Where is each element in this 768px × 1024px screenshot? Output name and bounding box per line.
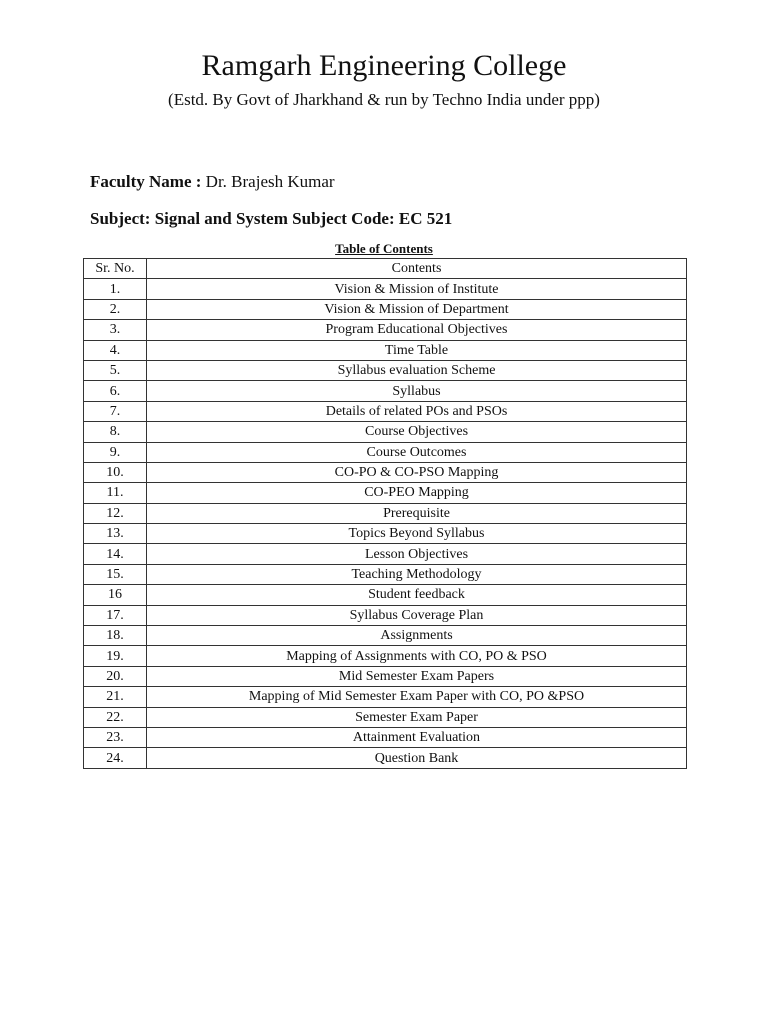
cell-contents: Mid Semester Exam Papers [147, 666, 687, 686]
table-row [84, 401, 687, 421]
table-row [84, 564, 687, 584]
table-row [84, 605, 687, 625]
cell-sr-no: 16 [84, 585, 147, 605]
cell-contents: Course Outcomes [147, 442, 687, 462]
cell-contents: Semester Exam Paper [147, 707, 687, 727]
cell-contents: Teaching Methodology [147, 564, 687, 584]
cell-sr-no: 5. [84, 360, 147, 380]
cell-contents: Topics Beyond Syllabus [147, 524, 687, 544]
toc-table [83, 258, 687, 769]
cell-contents: CO-PO & CO-PSO Mapping [147, 462, 687, 482]
table-row [84, 646, 687, 666]
table-row [84, 687, 687, 707]
cell-sr-no: 19. [84, 646, 147, 666]
college-title: Ramgarh Engineering College [201, 49, 567, 82]
table-row [84, 503, 687, 523]
cell-contents: Details of related POs and PSOs [147, 401, 687, 421]
table-row [84, 626, 687, 646]
cell-contents: Time Table [147, 340, 687, 360]
cell-sr-no: 18. [84, 626, 147, 646]
table-row [84, 442, 687, 462]
table-row [84, 422, 687, 442]
cell-contents: Student feedback [147, 585, 687, 605]
table-row [84, 340, 687, 360]
cell-sr-no: 20. [84, 666, 147, 686]
table-row [84, 727, 687, 747]
cell-sr-no: 4. [84, 340, 147, 360]
cell-contents: Prerequisite [147, 503, 687, 523]
table-row [84, 320, 687, 340]
toc-caption: Table of Contents [335, 241, 433, 256]
cell-contents: Assignments [147, 626, 687, 646]
faculty-line [90, 170, 335, 194]
faculty-name: Dr. Brajesh Kumar [201, 172, 335, 191]
table-row [84, 707, 687, 727]
cell-sr-no: 8. [84, 422, 147, 442]
table-row [84, 666, 687, 686]
cell-sr-no: 1. [84, 279, 147, 299]
header-sr-no: Sr. No. [84, 259, 147, 279]
cell-sr-no: 11. [84, 483, 147, 503]
faculty-label: Faculty Name : [90, 172, 202, 191]
table-row [84, 524, 687, 544]
table-row [84, 279, 687, 299]
college-subtitle: (Estd. By Govt of Jharkhand & run by Techno India under ppp) [168, 90, 600, 109]
table-header-row [84, 259, 687, 279]
cell-contents: Course Objectives [147, 422, 687, 442]
cell-contents: Vision & Mission of Department [147, 299, 687, 319]
cell-contents: Program Educational Objectives [147, 320, 687, 340]
cell-sr-no: 24. [84, 748, 147, 768]
table-row [84, 381, 687, 401]
cell-sr-no: 15. [84, 564, 147, 584]
cell-contents: Question Bank [147, 748, 687, 768]
cell-contents: Syllabus Coverage Plan [147, 605, 687, 625]
cell-contents: CO-PEO Mapping [147, 483, 687, 503]
cell-sr-no: 12. [84, 503, 147, 523]
cell-sr-no: 17. [84, 605, 147, 625]
table-row [84, 585, 687, 605]
header-contents: Contents [147, 259, 687, 279]
cell-sr-no: 2. [84, 299, 147, 319]
cell-sr-no: 22. [84, 707, 147, 727]
table-row [84, 299, 687, 319]
cell-sr-no: 23. [84, 727, 147, 747]
table-row [84, 483, 687, 503]
cell-sr-no: 10. [84, 462, 147, 482]
cell-contents: Syllabus evaluation Scheme [147, 360, 687, 380]
cell-sr-no: 9. [84, 442, 147, 462]
table-row [84, 544, 687, 564]
table-row [84, 360, 687, 380]
subject-line: Subject: Signal and System Subject Code: EC 521 [90, 209, 453, 228]
table-row [84, 748, 687, 768]
cell-sr-no: 13. [84, 524, 147, 544]
cell-contents: Syllabus [147, 381, 687, 401]
table-row [84, 462, 687, 482]
cell-sr-no: 21. [84, 687, 147, 707]
cell-sr-no: 7. [84, 401, 147, 421]
cell-contents: Attainment Evaluation [147, 727, 687, 747]
cell-contents: Vision & Mission of Institute [147, 279, 687, 299]
cell-contents: Lesson Objectives [147, 544, 687, 564]
cell-sr-no: 3. [84, 320, 147, 340]
cell-sr-no: 14. [84, 544, 147, 564]
cell-contents: Mapping of Mid Semester Exam Paper with CO, PO &PSO [147, 687, 687, 707]
cell-sr-no: 6. [84, 381, 147, 401]
cell-contents: Mapping of Assignments with CO, PO & PSO [147, 646, 687, 666]
